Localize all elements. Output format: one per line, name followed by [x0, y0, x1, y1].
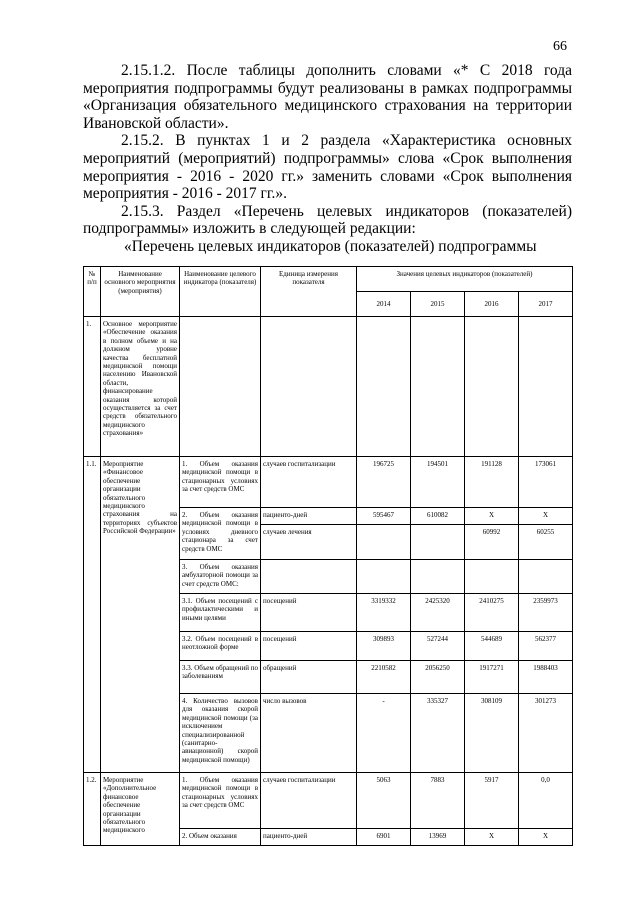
- row-event: Основное мероприятие «Обеспечение оказания в полном объеме и на должном уровне качества бесплатной медицинской помощи населению Ивановской области, финансирование оказания которой осуществляется за счет средств обязательного медицинского страхования»: [101, 317, 180, 457]
- header-event: Наименование основного мероприятия (мероприятия): [101, 267, 180, 317]
- indicator-unit: посещений: [261, 632, 357, 661]
- row-num: 1.: [84, 317, 101, 457]
- indicator-unit: случаев госпитализации: [261, 457, 357, 508]
- value-2017: 301273: [519, 694, 573, 773]
- value-2017: 1988403: [519, 661, 573, 694]
- value-2016: 2410275: [465, 594, 519, 632]
- value-2014: [357, 525, 411, 560]
- indicator-name: 1. Объем оказания медицинской помощи в стационарных условиях за счет средств ОМС: [180, 773, 261, 829]
- paragraph-2-15-2: 2.15.2. В пунктах 1 и 2 раздела «Характеристика основных мероприятий (мероприятий) подпрограммы» слова «Срок выполнения мероприятия - 2016 - 2020 гг.» заменить словами «Срок выполнения мероприятия - 2016 - 2017 гг.».: [83, 132, 572, 203]
- row-event: Мероприятие «Дополнительное финансовое обеспечение организации обязательного медицинского: [101, 773, 180, 846]
- value-2017: 2359973: [519, 594, 573, 632]
- value-2015: 2425320: [411, 594, 465, 632]
- paragraph-2-15-1-2: 2.15.1.2. После таблицы дополнить словами «* С 2018 года мероприятия подпрограммы будут реализованы в рамках подпрограммы «Организация обязательного медицинского страхования на территории Ивановской области».: [83, 62, 572, 132]
- value-2016: Х: [465, 508, 519, 525]
- value-2016: 544689: [465, 632, 519, 661]
- indicator-unit: посещений: [261, 594, 357, 632]
- indicator-name: 3.3. Объем обращений по заболеваниям: [180, 661, 261, 694]
- indicators-table: [83, 266, 573, 846]
- indicator-unit: пациенто-дней: [261, 508, 357, 525]
- indicator-name: 3.2. Объем посещений в неотложной форме: [180, 632, 261, 661]
- value-2014: 6901: [357, 829, 411, 846]
- value-2015: 527244: [411, 632, 465, 661]
- value-2017: 173061: [519, 457, 573, 508]
- paragraph-2-15-3: 2.15.3. Раздел «Перечень целевых индикаторов (показателей) подпрограммы» изложить в следующей редакции:: [83, 202, 572, 238]
- value-2016: 191128: [465, 457, 519, 508]
- header-num: № п/п: [84, 267, 101, 317]
- value-2017: 0,0: [519, 773, 573, 829]
- value-2017: 60255: [519, 525, 573, 560]
- value-2016: 1917271: [465, 661, 519, 694]
- header-values: Значения целевых индикаторов (показателей): [357, 267, 573, 292]
- value-2014: -: [357, 694, 411, 773]
- value-2014: 595467: [357, 508, 411, 525]
- value-2015: 194501: [411, 457, 465, 508]
- value-2015: [411, 525, 465, 560]
- table-row: [84, 457, 573, 508]
- header-year-2014: 2014: [357, 292, 411, 317]
- value-2016: Х: [465, 829, 519, 846]
- indicator-name: 3.1. Объем посещений с профилактическими и иными целями: [180, 594, 261, 632]
- value-2015: 335327: [411, 694, 465, 773]
- value-2015: 13969: [411, 829, 465, 846]
- indicator-unit: случаев лечения: [261, 525, 357, 560]
- row-num: 1.2.: [84, 773, 101, 846]
- page-number: 66: [553, 39, 567, 54]
- value-2017: 562377: [519, 632, 573, 661]
- value-2015: 2056250: [411, 661, 465, 694]
- value-2016: 308109: [465, 694, 519, 773]
- table-heading: «Перечень целевых индикаторов (показателей) подпрограммы: [124, 238, 537, 255]
- indicator-name: 2. Объем оказания медицинской помощи в условиях дневного стационара за счет средств ОМС: [180, 508, 261, 560]
- value-2014: 2210582: [357, 661, 411, 694]
- value-2014: 3319332: [357, 594, 411, 632]
- value-2017: Х: [519, 829, 573, 846]
- row-event: Мероприятие «Финансовое обеспечение организации обязательного медицинского страхования на территориях субъектов Российской Федерации»: [101, 457, 180, 773]
- header-year-2015: 2015: [411, 292, 465, 317]
- value-2015: 610082: [411, 508, 465, 525]
- table-row: [84, 317, 573, 457]
- value-2016: 5917: [465, 773, 519, 829]
- header-indicator: Наименование целевого индикатора (показателя): [180, 267, 261, 317]
- indicator-unit: случаев госпитализации: [261, 773, 357, 829]
- value-2014: 309893: [357, 632, 411, 661]
- indicator-name: 3. Объем оказания амбулаторной помощи за счет средств ОМС:: [180, 560, 261, 594]
- body-text: [83, 62, 572, 238]
- value-2016: 60992: [465, 525, 519, 560]
- row-num: 1.1.: [84, 457, 101, 773]
- indicator-name: 1. Объем оказания медицинской помощи в стационарных условиях за счет средств ОМС: [180, 457, 261, 508]
- indicator-unit: обращений: [261, 661, 357, 694]
- header-year-2017: 2017: [519, 292, 573, 317]
- value-2017: Х: [519, 508, 573, 525]
- table-row: [84, 773, 573, 829]
- indicator-name: 2. Объем оказания: [180, 829, 261, 846]
- value-2014: 196725: [357, 457, 411, 508]
- header-unit: Единица измерения показателя: [261, 267, 357, 317]
- value-2014: 5063: [357, 773, 411, 829]
- indicator-name: 4. Количество вызовов для оказания скорой медицинской помощи (за исключением специализированной (санитарно-авиационной) скорой медицинской помощи): [180, 694, 261, 773]
- table-header-row: [84, 267, 573, 292]
- value-2015: 7883: [411, 773, 465, 829]
- indicator-unit: число вызовов: [261, 694, 357, 773]
- header-year-2016: 2016: [465, 292, 519, 317]
- indicator-unit: пациенто-дней: [261, 829, 357, 846]
